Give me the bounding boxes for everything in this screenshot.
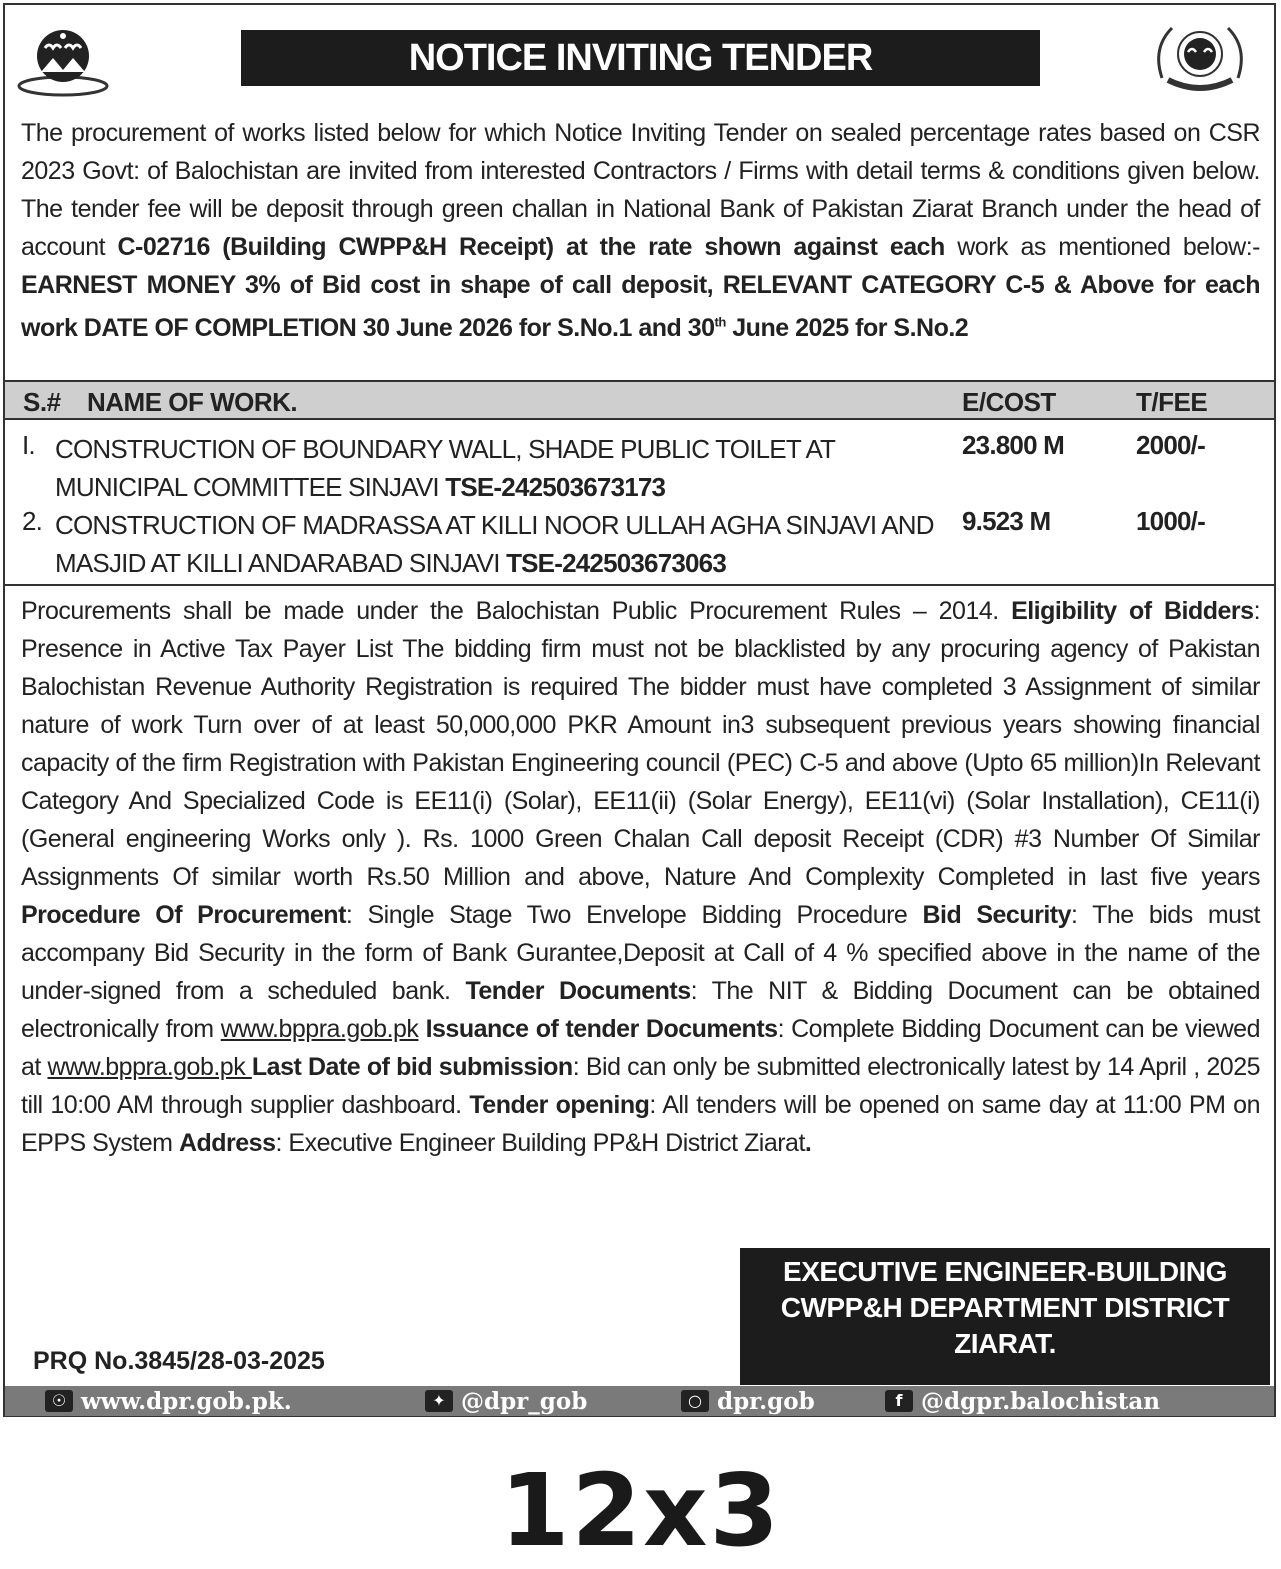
header-sn: S.# <box>23 387 61 417</box>
signature-block: EXECUTIVE ENGINEER-BUILDING CWPP&H DEPARTMENT DISTRICT ZIARAT. <box>740 1248 1270 1385</box>
header-fee: T/FEE <box>1136 387 1208 417</box>
footer-website[interactable]: ☉ www.dpr.gob.pk. <box>45 1386 292 1416</box>
facebook-icon: f <box>885 1390 913 1412</box>
notice-title: NOTICE INVITING TENDER <box>241 30 1040 86</box>
social-footer <box>5 1386 1274 1416</box>
prq-number: PRQ No.3845/28-03-2025 <box>33 1347 325 1375</box>
footer-facebook[interactable]: f @dgpr.balochistan <box>885 1386 1160 1416</box>
tender-details: Procurements shall be made under the Balochistan Public Procurement Rules – 2014. Eligibility of Bidders: Presence in Active Tax Payer List The bidding firm must not be blacklisted by any procuring agency of Pakistan Balochistan Revenue Authority Registration is required The bidder must have completed 3 Assignment of similar nature of work Turn over of at least 50,000,000 PKR Amount in3 subsequent previous years showing financial capacity of the firm Registration with Pakistan Engineering council (PEC) C-5 and above (Upto 65 million)In Relevant Category And Specialized Code is EE11(i) (Solar), EE11(ii) (Solar Energy), EE11(vi) (Solar Installation), CE11(i) (General engineering Works only ). Rs. 1000 Green Chalan Call deposit Receipt (CDR) #3 Number Of Similar Assignments Of similar worth Rs.50 Million and above, Nature And Complexity Completed in last five years Procedure Of Procurement: Single Stage Two Envelope Bidding Procedure Bid Security: The bids must accompany Bid Security in the form of Bank Gurantee,Deposit at Call of 4 % specified above in the name of the under-signed from a scheduled bank. Tender Documents: The NIT & Bidding Document can be obtained electronically from www.bppra.gob.pk Issuance of tender Documents: Complete Bidding Document can be viewed at www.bppra.gob.pk Last Date of bid submission: Bid can only be submitted electronically latest by 14 April , 2025 till 10:00 AM through supplier dashboard. Tender opening: All tenders will be opened on same day at 11:00 PM on EPPS System Address: Executive Engineer Building PP&H District Ziarat. <box>21 597 1261 1157</box>
ad-size-label: 12x3 <box>499 1452 782 1569</box>
bppra-link-2[interactable]: www.bppra.gob.pk <box>47 1053 252 1081</box>
footer-twitter[interactable]: ✦ @dpr_gob <box>425 1386 587 1416</box>
works-table-header <box>5 380 1274 420</box>
dgpr-seal-icon <box>1148 18 1252 98</box>
bppra-link[interactable]: www.bppra.gob.pk <box>220 1015 419 1043</box>
globe-icon: ☉ <box>45 1390 73 1412</box>
balochistan-emblem-icon <box>15 18 111 98</box>
works-table-body: I. CONSTRUCTION OF BOUNDARY WALL, SHADE PUBLIC TOILET AT MUNICIPAL COMMITTEE SINJAVI TSE-242503673173 23.800 M 2000/- 2. CONSTRUCTION OF MADRASSA AT KILLI NOOR ULLAH AGHA SINJAVI AND MASJID AT KILLI ANDARABAD SINJAVI TSE-242503673063 9.523 M 1000/- <box>5 420 1274 586</box>
intro-paragraph: The procurement of works listed below for which Notice Inviting Tender on sealed percentage rates based on CSR 2023 Govt: of Balochistan are invited from interested Contractors / Firms with detail terms & conditions given below. The tender fee will be deposit through green challan in National Bank of Pakistan Ziarat Branch under the head of account C-02716 (Building CWPP&H Receipt) at the rate shown against each work as mentioned below:- EARNEST MONEY 3% of Bid cost in shape of call deposit, RELEVANT CATEGORY C-5 & Above for each work DATE OF COMPLETION 30 June 2026 for S.No.1 and 30th June 2025 for S.No.2 <box>21 119 1260 343</box>
instagram-icon: ○ <box>681 1390 709 1412</box>
twitter-icon: ✦ <box>425 1390 453 1412</box>
header-name: NAME OF WORK. <box>87 387 298 417</box>
header-cost: E/COST <box>962 387 1056 417</box>
footer-instagram[interactable]: ○ dpr.gob <box>681 1386 815 1416</box>
